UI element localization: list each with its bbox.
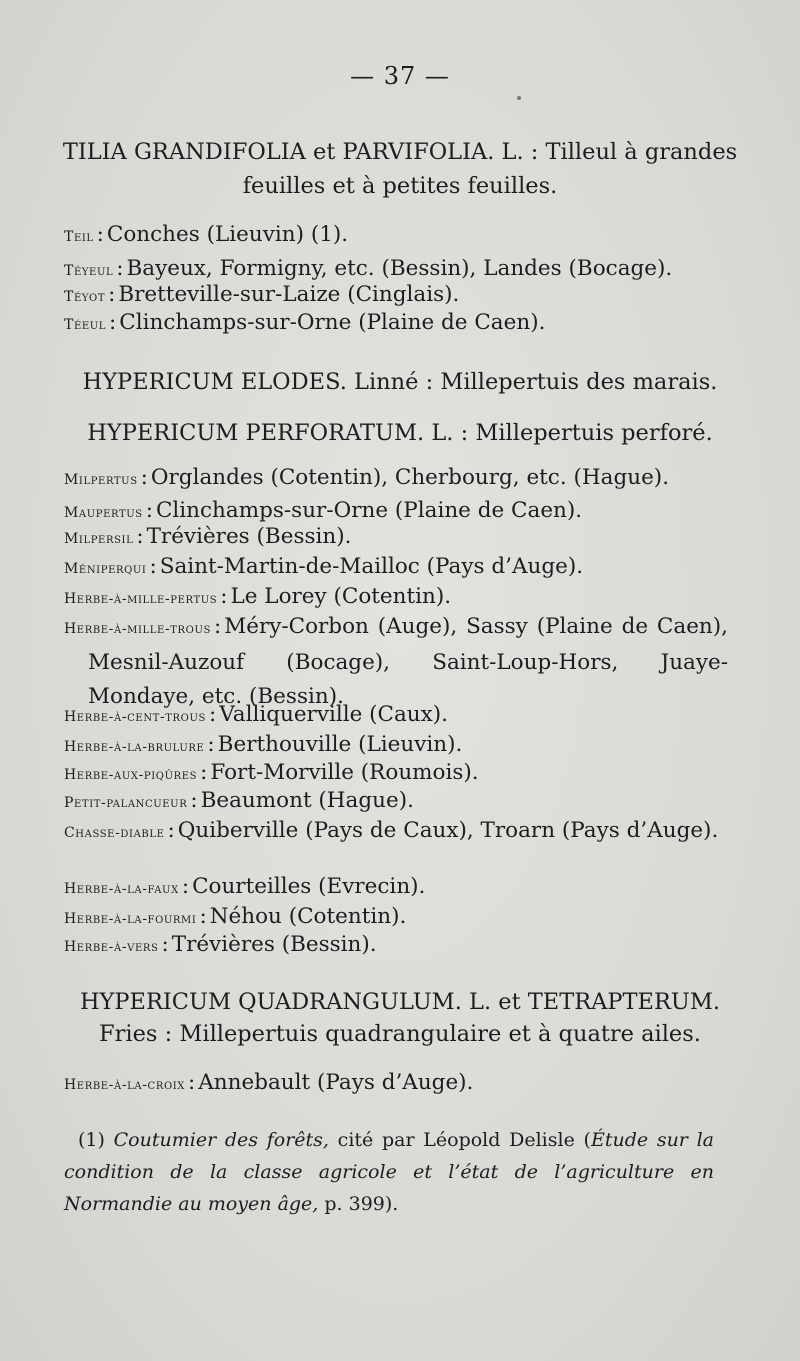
footnote-page-ref: p. 399). [324, 1193, 399, 1215]
entry-text: Conches (Lieuvin) (1). [106, 222, 349, 247]
entry-herbe-a-mille-trous: Herbe-à-mille-trous : Méry-Corbon (Auge), Sassy (Plaine de Caen), Mesnil-Auzouf (Bocage), Saint-Loup-Hors, Juaye-Mondaye, etc. (Bessin). [64, 614, 728, 709]
heading-perforatum: HYPERICUM PERFORATUM. L. : Millepertuis perforé. [87, 420, 713, 446]
entry-text: Bayeux, Formigny, etc. (Bessin), Landes (Bocage). [126, 256, 673, 281]
entry-herbe-a-vers: Herbe-à-vers : Trévières (Bessin). [64, 932, 377, 957]
entry-herbe-a-la-fourmi: Herbe-à-la-fourmi : Néhou (Cotentin). [64, 904, 407, 929]
entry-term: Herbe-à-la-fourmi [64, 911, 197, 927]
entry-term: Téyeul [64, 263, 114, 279]
entry-text: Annebault (Pays d’Auge). [198, 1070, 474, 1095]
entry-term: Milpertus [64, 472, 138, 488]
entry-text: Berthouville (Lieuvin). [217, 732, 463, 757]
entry-text: Trévières (Bessin). [146, 524, 352, 549]
footnote-marker: (1) [78, 1129, 105, 1151]
entry-milpertus: Milpertus : Orglandes (Cotentin), Cherbourg, etc. (Hague). [64, 465, 670, 490]
entry-term: Milpersil [64, 531, 134, 547]
entry-text: Orglandes (Cotentin), Cherbourg, etc. (Hague). [150, 465, 670, 490]
entry-maupertus: Maupertus : Clinchamps-sur-Orne (Plaine de Caen). [64, 498, 583, 523]
entry-meniperqui: Méniperqui : Saint-Martin-de-Mailloc (Pays d’Auge). [64, 554, 584, 579]
entry-text: Méry-Corbon (Auge), Sassy (Plaine de Caen), Mesnil-Auzouf (Bocage), Saint-Loup-Hors, Juaye-Mondaye, etc. (Bessin). [88, 614, 728, 709]
entry-term: Herbe-à-mille-pertus [64, 591, 218, 607]
entry-herbe-a-mille-pertus: Herbe-à-mille-pertus : Le Lorey (Cotentin). [64, 584, 452, 609]
footnote-work-title: Étude sur la condition de la classe agricole et l’état de l’agriculture en Normandie au moyen âge, [64, 1129, 714, 1215]
entry-herbe-a-la-croix: Herbe-à-la-croix : Annebault (Pays d’Auge). [64, 1070, 474, 1095]
entry-term: Herbe-à-la-faux [64, 881, 179, 897]
entry-text: Saint-Martin-de-Mailloc (Pays d’Auge). [159, 554, 584, 579]
entry-text: Néhou (Cotentin). [209, 904, 407, 929]
entry-text: Beaumont (Hague). [200, 788, 414, 813]
footnote [64, 1124, 714, 1220]
entry-milpersil: Milpersil : Trévières (Bessin). [64, 524, 352, 549]
entry-term: Chasse-diable [64, 825, 165, 841]
entry-chasse-diable: Chasse-diable : Quiberville (Pays de Caux), Troarn (Pays d’Auge). [64, 818, 719, 843]
entry-herbe-a-la-brulure: Herbe-à-la-brulure : Berthouville (Lieuvin). [64, 732, 463, 757]
entry-text: Clinchamps-sur-Orne (Plaine de Caen). [119, 310, 546, 335]
entry-term: Herbe-aux-piqûres [64, 767, 198, 783]
entry-term: Herbe-à-vers [64, 939, 159, 955]
entry-text: Le Lorey (Cotentin). [230, 584, 452, 609]
entry-petit-palancueur: Petit-palancueur : Beaumont (Hague). [64, 788, 414, 813]
entry-term: Herbe-à-la-croix [64, 1077, 186, 1093]
entry-text: Trévières (Bessin). [171, 932, 377, 957]
entry-herbe-a-la-faux: Herbe-à-la-faux : Courteilles (Evrecin). [64, 874, 426, 899]
heading-quadrangulum-line1: HYPERICUM QUADRANGULUM. L. et TETRAPTERUM. [79, 989, 721, 1015]
entry-term: Petit-palancueur [64, 795, 188, 811]
entry-teil: Teil : Conches (Lieuvin) (1). [64, 222, 349, 247]
heading-quadrangulum-line2: Fries : Millepertuis quadrangulaire et à quatre ailes. [99, 1021, 701, 1047]
entry-text: Quiberville (Pays de Caux), Troarn (Pays d’Auge). [177, 818, 719, 843]
page-number: — 37 — [350, 62, 450, 90]
entry-term: Teil [64, 229, 94, 245]
entry-term: Méniperqui [64, 561, 147, 577]
entry-term: Herbe-à-cent-trous [64, 709, 206, 725]
entry-teeul: Téeul : Clinchamps-sur-Orne (Plaine de Caen). [64, 310, 546, 335]
entry-term: Maupertus [64, 505, 143, 521]
entry-herbe-aux-piqures: Herbe-aux-piqûres : Fort-Morville (Roumois). [64, 760, 479, 785]
heading-tilia-line1: TILIA GRANDIFOLIA et PARVIFOLIA. L. : Tilleul à grandes [62, 139, 738, 165]
entry-text: Bretteville-sur-Laize (Cinglais). [118, 282, 460, 307]
heading-elodes: HYPERICUM ELODES. Linné : Millepertuis des marais. [82, 369, 718, 395]
footnote-source-title: Coutumier des forêts, [113, 1129, 329, 1151]
entry-text: Fort-Morville (Roumois). [210, 760, 479, 785]
entry-term: Téeul [64, 317, 107, 333]
entry-teyeul: Téyeul : Bayeux, Formigny, etc. (Bessin), Landes (Bocage). [64, 256, 673, 281]
entry-teyot: Téyot : Bretteville-sur-Laize (Cinglais). [64, 282, 460, 307]
entry-herbe-a-cent-trous: Herbe-à-cent-trous : Valliquerville (Caux). [64, 702, 448, 727]
entry-text: Clinchamps-sur-Orne (Plaine de Caen). [155, 498, 583, 523]
entry-text: Courteilles (Evrecin). [192, 874, 426, 899]
entry-term: Herbe-à-la-brulure [64, 739, 205, 755]
heading-tilia-line2: feuilles et à petites feuilles. [242, 173, 558, 199]
entry-term: Herbe-à-mille-trous [64, 621, 211, 637]
entry-text: Valliquerville (Caux). [219, 702, 448, 727]
ink-speck [517, 96, 521, 100]
footnote-citation: cité par Léopold Delisle ( [337, 1129, 591, 1151]
entry-term: Téyot [64, 289, 106, 305]
